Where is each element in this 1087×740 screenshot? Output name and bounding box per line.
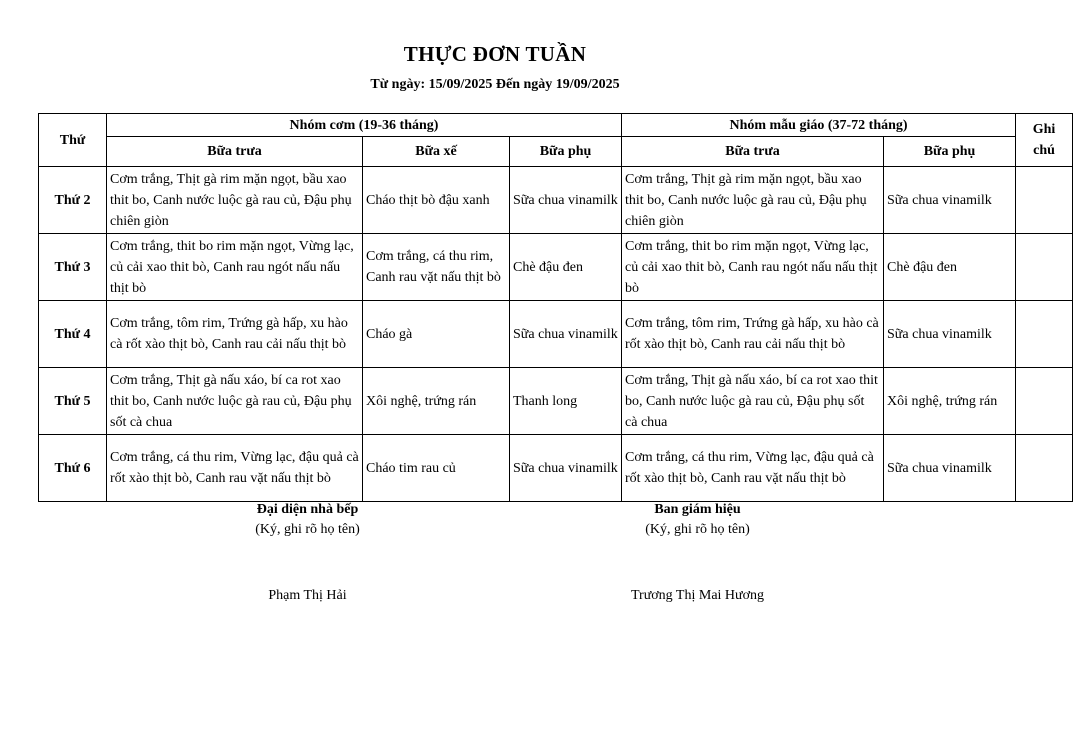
g1-snack-cell: Sữa chua vinamilk <box>510 167 622 234</box>
signature-kitchen-role: Đại diện nhà bếp <box>256 502 359 517</box>
day-cell: Thứ 4 <box>39 301 107 368</box>
header-row-groups <box>39 114 1073 137</box>
signature-kitchen-name: Phạm Thị Hải <box>268 588 347 603</box>
g1-afternoon-cell: Cháo gà <box>363 301 510 368</box>
table-row <box>39 301 1073 368</box>
header-g1-afternoon: Bữa xế <box>363 137 510 167</box>
header-day: Thứ <box>39 114 107 167</box>
signature-board-name: Trương Thị Mai Hương <box>630 588 765 603</box>
note-cell <box>1016 234 1073 301</box>
note-cell <box>1016 435 1073 502</box>
signature-board-role: Ban giám hiệu <box>654 502 741 517</box>
header-g1-snack: Bữa phụ <box>510 137 622 167</box>
g2-snack-cell: Sữa chua vinamilk <box>884 435 1016 502</box>
header-g1-lunch: Bữa trưa <box>107 137 363 167</box>
note-cell <box>1016 368 1073 435</box>
note-cell <box>1016 301 1073 368</box>
table-row <box>39 234 1073 301</box>
g2-snack-cell: Chè đậu đen <box>884 234 1016 301</box>
day-cell: Thứ 2 <box>39 167 107 234</box>
g1-lunch-cell: Cơm trắng, thit bo rim mặn ngọt, Vừng lạc, củ cải xao thit bò, Canh rau ngót nấu nấu thịt bò <box>107 234 363 301</box>
g1-afternoon-cell: Cháo thịt bò đậu xanh <box>363 167 510 234</box>
g2-snack-cell: Sữa chua vinamilk <box>884 301 1016 368</box>
g1-afternoon-cell: Cơm trắng, cá thu rim, Canh rau vặt nấu thịt bò <box>363 234 510 301</box>
g1-lunch-cell: Cơm trắng, Thịt gà rim mặn ngọt, bầu xao thit bo, Canh nước luộc gà rau củ, Đậu phụ chiên giòn <box>107 167 363 234</box>
g1-lunch-cell: Cơm trắng, cá thu rim, Vừng lạc, đậu quả cà rốt xào thịt bò, Canh rau vặt nấu thịt bò <box>107 435 363 502</box>
g1-lunch-cell: Cơm trắng, Thịt gà nấu xáo, bí ca rot xao thit bo, Canh nước luộc gà rau củ, Đậu phụ sốt cà chua <box>107 368 363 435</box>
g2-lunch-cell: Cơm trắng, cá thu rim, Vừng lạc, đậu quả cà rốt xào thịt bò, Canh rau vặt nấu thịt bò <box>622 435 884 502</box>
g1-snack-cell: Sữa chua vinamilk <box>510 301 622 368</box>
day-cell: Thứ 6 <box>39 435 107 502</box>
signature-kitchen-hint: (Ký, ghi rõ họ tên) <box>255 522 360 537</box>
weekly-menu-table <box>38 113 1073 502</box>
header-group-kindergarten: Nhóm mẫu giáo (37-72 tháng) <box>622 114 1016 137</box>
header-g2-lunch: Bữa trưa <box>622 137 884 167</box>
document-title: THỰC ĐƠN TUẦN <box>403 42 587 66</box>
g1-snack-cell: Thanh long <box>510 368 622 435</box>
g2-lunch-cell: Cơm trắng, Thịt gà nấu xáo, bí ca rot xao thit bo, Canh nước luộc gà rau củ, Đậu phụ sốt cà chua <box>622 368 884 435</box>
day-cell: Thứ 3 <box>39 234 107 301</box>
g2-lunch-cell: Cơm trắng, tôm rim, Trứng gà hấp, xu hào cà rốt xào thịt bò, Canh rau cải nấu thịt bò <box>622 301 884 368</box>
g2-lunch-cell: Cơm trắng, thit bo rim mặn ngọt, Vừng lạc, củ cải xao thit bò, Canh rau ngót nấu nấu thịt bò <box>622 234 884 301</box>
header-group-rice: Nhóm cơm (19-36 tháng) <box>107 114 622 137</box>
header-g2-snack: Bữa phụ <box>884 137 1016 167</box>
header-note: Ghi chú <box>1016 114 1073 167</box>
g2-lunch-cell: Cơm trắng, Thịt gà rim mặn ngọt, bầu xao thit bo, Canh nước luộc gà rau củ, Đậu phụ chiên giòn <box>622 167 884 234</box>
table-row <box>39 435 1073 502</box>
note-cell <box>1016 167 1073 234</box>
g1-snack-cell: Chè đậu đen <box>510 234 622 301</box>
g2-snack-cell: Xôi nghệ, trứng rán <box>884 368 1016 435</box>
signature-board-hint: (Ký, ghi rõ họ tên) <box>645 522 750 537</box>
signature-kitchen <box>220 502 395 604</box>
g1-lunch-cell: Cơm trắng, tôm rim, Trứng gà hấp, xu hào cà rốt xào thịt bò, Canh rau cải nấu thịt bò <box>107 301 363 368</box>
signature-board <box>595 502 800 604</box>
g2-snack-cell: Sữa chua vinamilk <box>884 167 1016 234</box>
table-row <box>39 368 1073 435</box>
g1-afternoon-cell: Cháo tim rau củ <box>363 435 510 502</box>
date-range: Từ ngày: 15/09/2025 Đến ngày 19/09/2025 <box>370 77 620 92</box>
g1-afternoon-cell: Xôi nghệ, trứng rán <box>363 368 510 435</box>
g1-snack-cell: Sữa chua vinamilk <box>510 435 622 502</box>
day-cell: Thứ 5 <box>39 368 107 435</box>
table-row <box>39 167 1073 234</box>
header-row-meals <box>39 137 1073 167</box>
